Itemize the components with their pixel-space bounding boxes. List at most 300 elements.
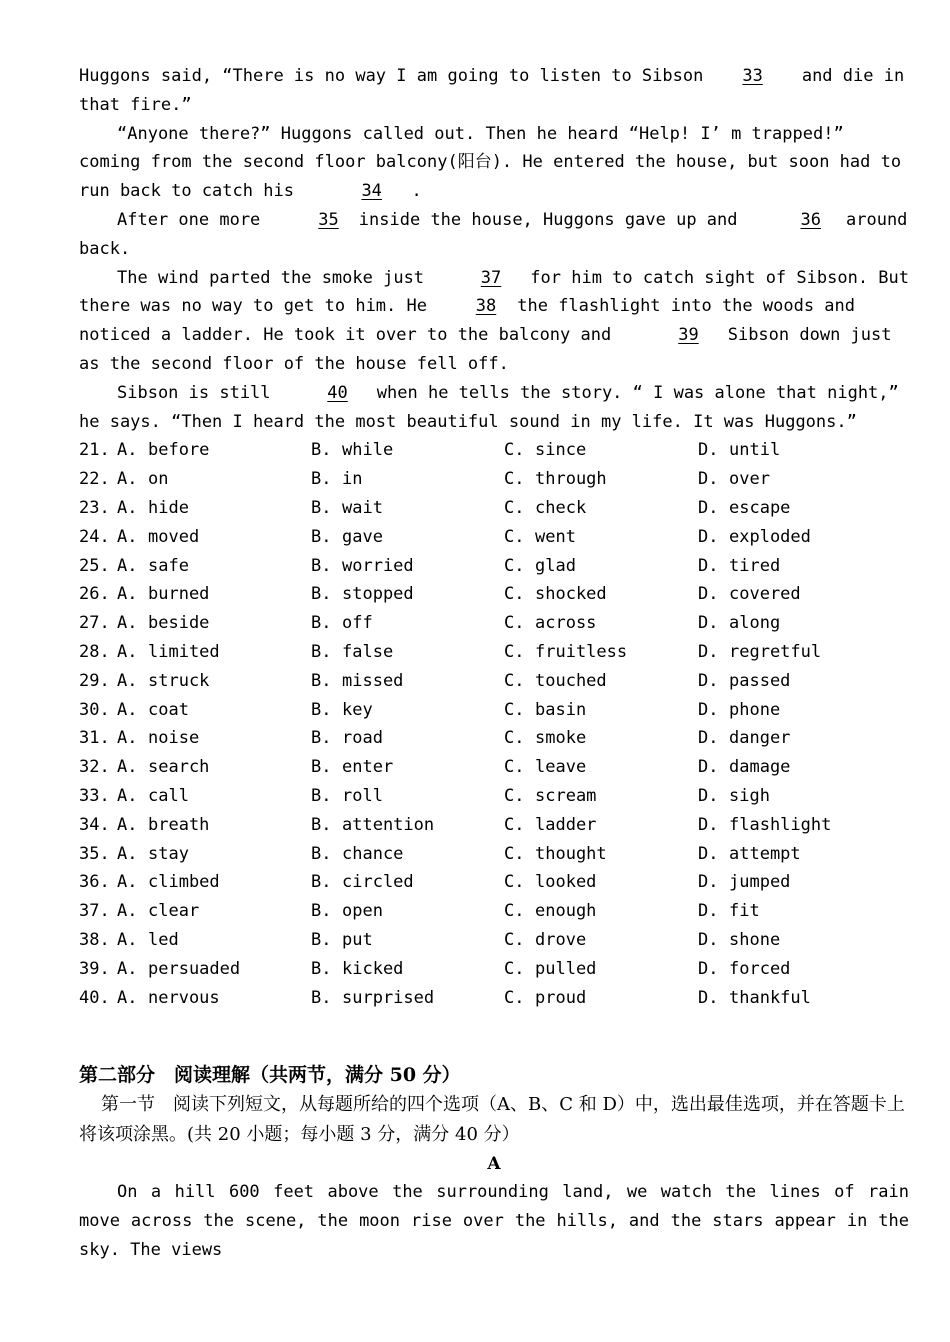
option-text: along: [729, 613, 781, 634]
option-b: [311, 782, 504, 811]
option-text: across: [535, 613, 597, 634]
option-text: struck: [148, 670, 210, 691]
option-text: attempt: [729, 843, 801, 864]
option-a: [117, 811, 311, 840]
paragraph-5: [79, 379, 909, 437]
option-label: D.: [698, 929, 719, 950]
option-text: beside: [148, 613, 210, 634]
option-label: C.: [504, 526, 525, 547]
option-label: B.: [311, 555, 332, 576]
option-c: [504, 696, 698, 725]
option-d: [698, 926, 780, 955]
option-text: damage: [729, 757, 791, 778]
option-text: smoke: [535, 728, 587, 749]
option-c: [504, 868, 698, 897]
option-label: B.: [311, 872, 332, 893]
question-number: 32.: [79, 757, 110, 778]
option-c: [504, 897, 698, 926]
option-label: D.: [698, 872, 719, 893]
text: Huggons said, “There is no way I am going to listen to Sibson: [79, 66, 704, 86]
option-b: [311, 580, 504, 609]
option-c: [504, 840, 698, 869]
option-text: clear: [148, 901, 200, 922]
blank-38: 38: [475, 296, 497, 317]
question-number: 38.: [79, 929, 110, 950]
question-row: [79, 667, 909, 696]
option-b: [311, 955, 504, 984]
question-row: [79, 840, 909, 869]
option-label: A.: [117, 929, 138, 950]
passage-a-text: On a hill 600 feet above the surrounding land, we watch the lines of rain move across the scene, the moon rise over the hills, and the stars appear in the sky. The views: [79, 1182, 909, 1260]
option-label: A.: [117, 469, 138, 490]
option-label: B.: [311, 670, 332, 691]
option-d: [698, 580, 801, 609]
option-text: pulled: [535, 958, 597, 979]
option-label: D.: [698, 987, 719, 1008]
option-label: A.: [117, 440, 138, 461]
option-a: [117, 897, 311, 926]
option-text: kicked: [342, 958, 404, 979]
option-label: A.: [117, 641, 138, 662]
option-a: [117, 465, 311, 494]
option-text: climbed: [148, 872, 220, 893]
option-label: B.: [311, 958, 332, 979]
option-text: on: [148, 469, 169, 490]
option-text: ladder: [535, 814, 597, 835]
option-d: [698, 667, 790, 696]
option-text: tired: [729, 555, 781, 576]
option-d: [698, 696, 780, 725]
option-text: put: [342, 929, 373, 950]
question-number: 28.: [79, 641, 110, 662]
option-text: since: [535, 440, 587, 461]
option-text: hide: [148, 497, 189, 518]
option-text: key: [342, 699, 373, 720]
blank-34: 34: [361, 181, 382, 202]
option-b: [311, 436, 504, 465]
option-b: [311, 552, 504, 581]
section-title: 第二部分 阅读理解（共两节，满分 50 分）: [79, 1064, 461, 1087]
question-row: [79, 494, 909, 523]
option-d: [698, 609, 780, 638]
option-d: [698, 465, 770, 494]
section-2: [79, 1060, 909, 1264]
option-d: [698, 840, 801, 869]
option-text: proud: [535, 987, 587, 1008]
option-a: [117, 782, 311, 811]
option-text: open: [342, 901, 383, 922]
blank-33: 33: [742, 66, 763, 86]
option-text: attention: [342, 814, 435, 835]
option-label: D.: [698, 469, 719, 490]
option-label: D.: [698, 497, 719, 518]
option-c: [504, 465, 698, 494]
option-text: until: [729, 440, 781, 461]
option-label: B.: [311, 987, 332, 1008]
option-text: stopped: [342, 584, 414, 605]
option-label: B.: [311, 613, 332, 634]
text: and die in that fire.”: [79, 66, 905, 115]
option-text: covered: [729, 584, 801, 605]
text: around back.: [79, 209, 908, 259]
option-label: A.: [117, 497, 138, 518]
option-text: nervous: [148, 987, 220, 1008]
option-label: A.: [117, 699, 138, 720]
option-label: B.: [311, 814, 332, 835]
question-number: 23.: [79, 497, 110, 518]
section-instructions: 第一节 阅读下列短文，从每题所给的四个选项（A、B、C 和 D）中，选出最佳选项，并在答题卡上将该项涂黑。(共 20 小题；每小题 3 分，满分 40 分）: [79, 1094, 905, 1146]
option-label: D.: [698, 814, 719, 835]
option-text: stay: [148, 843, 189, 864]
option-d: [698, 523, 811, 552]
option-text: gave: [342, 526, 383, 547]
option-a: [117, 840, 311, 869]
option-text: moved: [148, 526, 200, 547]
option-label: B.: [311, 469, 332, 490]
exam-page: [79, 62, 909, 1265]
option-c: [504, 753, 698, 782]
question-number: 36.: [79, 872, 110, 893]
option-label: B.: [311, 699, 332, 720]
option-a: [117, 580, 311, 609]
option-text: exploded: [729, 526, 811, 547]
passage-letter: A: [487, 1154, 501, 1175]
option-b: [311, 753, 504, 782]
question-row: [79, 436, 909, 465]
option-text: forced: [729, 958, 791, 979]
option-text: noise: [148, 728, 200, 749]
option-label: A.: [117, 613, 138, 634]
question-number: 29.: [79, 670, 110, 691]
option-c: [504, 436, 698, 465]
option-text: call: [148, 785, 189, 806]
option-a: [117, 868, 311, 897]
option-label: C.: [504, 728, 525, 749]
option-c: [504, 494, 698, 523]
option-label: D.: [698, 526, 719, 547]
option-text: false: [342, 641, 394, 662]
option-text: roll: [342, 785, 383, 806]
option-c: [504, 552, 698, 581]
option-b: [311, 465, 504, 494]
option-a: [117, 638, 311, 667]
question-row: [79, 609, 909, 638]
option-label: D.: [698, 728, 719, 749]
option-label: C.: [504, 872, 525, 893]
question-row: [79, 753, 909, 782]
option-d: [698, 494, 790, 523]
option-label: C.: [504, 958, 525, 979]
option-text: drove: [535, 929, 587, 950]
text: the flashlight into the woods and noticed a ladder. He took it over to the balcony and: [79, 296, 856, 346]
option-d: [698, 984, 811, 1013]
option-label: C.: [504, 440, 525, 461]
option-text: safe: [148, 555, 189, 576]
option-label: C.: [504, 584, 525, 605]
option-text: touched: [535, 670, 607, 691]
option-a: [117, 984, 311, 1013]
blank-40: 40: [327, 382, 348, 403]
option-a: [117, 552, 311, 581]
option-b: [311, 840, 504, 869]
option-b: [311, 868, 504, 897]
option-text: chance: [342, 843, 404, 864]
text: when he tells the story. “ I was alone that night,” he says. “Then I heard the most beautiful sound in my life. It was Huggons.”: [79, 382, 899, 432]
option-text: persuaded: [148, 958, 241, 979]
option-label: A.: [117, 728, 138, 749]
option-label: B.: [311, 526, 332, 547]
option-text: surprised: [342, 987, 435, 1008]
option-text: search: [148, 757, 210, 778]
option-c: [504, 782, 698, 811]
option-c: [504, 638, 698, 667]
option-text: basin: [535, 699, 587, 720]
option-label: C.: [504, 987, 525, 1008]
option-label: D.: [698, 641, 719, 662]
option-a: [117, 753, 311, 782]
option-text: shone: [729, 929, 781, 950]
option-text: scream: [535, 785, 597, 806]
cloze-passage: [79, 62, 909, 436]
option-label: B.: [311, 641, 332, 662]
option-label: C.: [504, 843, 525, 864]
option-label: C.: [504, 613, 525, 634]
text: After one more: [117, 209, 261, 230]
option-label: A.: [117, 814, 138, 835]
question-row: [79, 897, 909, 926]
options-list: [79, 436, 909, 1012]
option-a: [117, 523, 311, 552]
option-a: [117, 436, 311, 465]
option-text: leave: [535, 757, 587, 778]
option-b: [311, 494, 504, 523]
option-text: worried: [342, 555, 414, 576]
option-label: B.: [311, 929, 332, 950]
question-row: [79, 955, 909, 984]
option-text: led: [148, 929, 179, 950]
option-label: D.: [698, 699, 719, 720]
question-number: 34.: [79, 814, 110, 835]
option-label: D.: [698, 785, 719, 806]
option-c: [504, 523, 698, 552]
option-c: [504, 724, 698, 753]
question-number: 22.: [79, 469, 110, 490]
option-text: coat: [148, 699, 189, 720]
option-label: D.: [698, 613, 719, 634]
option-c: [504, 926, 698, 955]
option-a: [117, 926, 311, 955]
option-label: B.: [311, 497, 332, 518]
question-number: 24.: [79, 526, 110, 547]
paragraph-3: [79, 206, 909, 264]
option-label: D.: [698, 555, 719, 576]
option-text: went: [535, 526, 576, 547]
option-text: road: [342, 728, 383, 749]
paragraph-1: [79, 62, 909, 120]
option-label: B.: [311, 901, 332, 922]
option-d: [698, 638, 821, 667]
option-d: [698, 753, 790, 782]
option-text: breath: [148, 814, 210, 835]
option-text: off: [342, 613, 373, 634]
option-text: in: [342, 469, 363, 490]
option-a: [117, 955, 311, 984]
question-number: 35.: [79, 843, 110, 864]
option-text: before: [148, 440, 210, 461]
option-d: [698, 782, 770, 811]
option-text: wait: [342, 497, 383, 518]
option-b: [311, 638, 504, 667]
option-label: C.: [504, 785, 525, 806]
option-label: D.: [698, 901, 719, 922]
option-label: D.: [698, 670, 719, 691]
option-d: [698, 868, 790, 897]
option-text: through: [535, 469, 607, 490]
option-label: A.: [117, 987, 138, 1008]
question-row: [79, 926, 909, 955]
option-c: [504, 609, 698, 638]
option-text: sigh: [729, 785, 770, 806]
text: Sibson down just as the second floor of the house fell off.: [79, 325, 892, 374]
option-c: [504, 984, 698, 1013]
option-d: [698, 811, 831, 840]
option-label: C.: [504, 699, 525, 720]
option-label: C.: [504, 757, 525, 778]
text: Sibson is still: [117, 382, 271, 403]
option-text: enough: [535, 901, 597, 922]
option-d: [698, 436, 780, 465]
option-a: [117, 724, 311, 753]
option-label: A.: [117, 872, 138, 893]
question-number: 40.: [79, 987, 110, 1008]
option-label: B.: [311, 757, 332, 778]
question-row: [79, 782, 909, 811]
question-number: 39.: [79, 958, 110, 979]
blank-37: 37: [480, 267, 502, 288]
option-b: [311, 926, 504, 955]
option-b: [311, 667, 504, 696]
option-label: C.: [504, 641, 525, 662]
option-text: danger: [729, 728, 791, 749]
question-row: [79, 868, 909, 897]
question-row: [79, 580, 909, 609]
option-label: B.: [311, 843, 332, 864]
option-label: D.: [698, 958, 719, 979]
question-row: [79, 552, 909, 581]
option-text: while: [342, 440, 394, 461]
option-text: check: [535, 497, 587, 518]
option-text: flashlight: [729, 814, 832, 835]
option-b: [311, 696, 504, 725]
option-text: escape: [729, 497, 791, 518]
question-number: 25.: [79, 555, 110, 576]
option-d: [698, 724, 790, 753]
blank-39: 39: [678, 325, 699, 346]
option-text: limited: [148, 641, 220, 662]
option-label: B.: [311, 785, 332, 806]
option-label: C.: [504, 670, 525, 691]
option-label: C.: [504, 814, 525, 835]
option-text: thankful: [729, 987, 811, 1008]
question-number: 27.: [79, 613, 110, 634]
option-label: A.: [117, 757, 138, 778]
question-row: [79, 984, 909, 1013]
option-b: [311, 811, 504, 840]
question-number: 26.: [79, 584, 110, 605]
option-label: A.: [117, 958, 138, 979]
text: The wind parted the smoke just: [117, 267, 425, 288]
option-c: [504, 811, 698, 840]
text: inside the house, Huggons gave up and: [358, 209, 738, 230]
option-b: [311, 984, 504, 1013]
option-c: [504, 667, 698, 696]
option-a: [117, 609, 311, 638]
option-b: [311, 609, 504, 638]
option-label: A.: [117, 901, 138, 922]
option-label: C.: [504, 929, 525, 950]
option-b: [311, 724, 504, 753]
option-label: D.: [698, 584, 719, 605]
text: for him to catch sight of Sibson. But there was no way to get to him. He: [79, 267, 909, 317]
option-b: [311, 523, 504, 552]
option-text: circled: [342, 872, 414, 893]
option-label: B.: [311, 440, 332, 461]
option-label: A.: [117, 584, 138, 605]
question-number: 31.: [79, 728, 110, 749]
option-a: [117, 667, 311, 696]
question-number: 21.: [79, 440, 110, 461]
option-label: C.: [504, 555, 525, 576]
text: “Anyone there?” Huggons called out. Then he heard “Help! I’ m trapped!” coming from the second floor balcony(阳台). He entered the house, but soon had to run back to catch his: [79, 123, 902, 202]
option-label: A.: [117, 785, 138, 806]
option-text: shocked: [535, 584, 607, 605]
option-text: missed: [342, 670, 404, 691]
question-number: 30.: [79, 699, 110, 720]
option-c: [504, 955, 698, 984]
question-row: [79, 724, 909, 753]
option-text: jumped: [729, 872, 791, 893]
option-label: B.: [311, 584, 332, 605]
question-row: [79, 638, 909, 667]
option-label: A.: [117, 526, 138, 547]
option-label: D.: [698, 757, 719, 778]
option-text: enter: [342, 757, 394, 778]
text: .: [411, 181, 422, 202]
question-row: [79, 523, 909, 552]
option-label: C.: [504, 497, 525, 518]
option-text: over: [729, 469, 770, 490]
option-text: looked: [535, 872, 597, 893]
option-label: D.: [698, 843, 719, 864]
option-b: [311, 897, 504, 926]
option-text: burned: [148, 584, 210, 605]
paragraph-4: [79, 264, 909, 379]
option-c: [504, 580, 698, 609]
option-text: fit: [729, 901, 760, 922]
option-text: phone: [729, 699, 781, 720]
question-number: 33.: [79, 785, 110, 806]
paragraph-2: [79, 120, 909, 206]
option-text: passed: [729, 670, 791, 691]
option-label: C.: [504, 469, 525, 490]
question-row: [79, 811, 909, 840]
option-a: [117, 696, 311, 725]
option-d: [698, 955, 790, 984]
option-label: A.: [117, 670, 138, 691]
option-d: [698, 897, 760, 926]
option-a: [117, 494, 311, 523]
option-text: regretful: [729, 641, 822, 662]
